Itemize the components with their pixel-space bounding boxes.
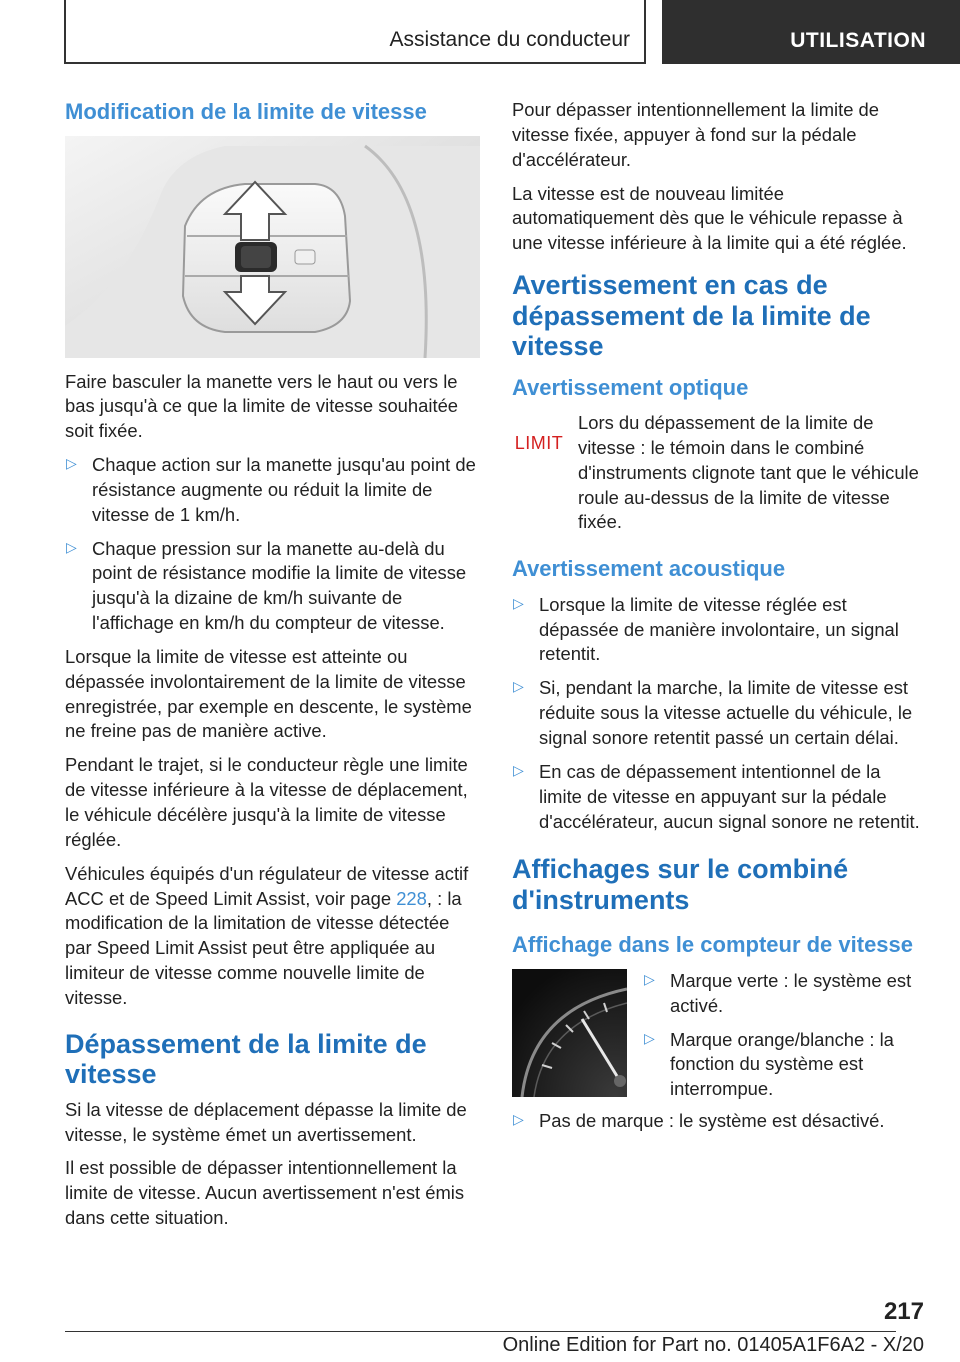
triangle-bullet-icon: ▷ [513, 678, 524, 695]
left-column [65, 98, 480, 1240]
heading-modification: Modification de la limite de vitesse [65, 99, 427, 124]
triangle-bullet-icon: ▷ [66, 455, 77, 472]
triangle-bullet-icon: ▷ [644, 1029, 655, 1046]
list-item: ▷ Marque verte : le système est activé. [644, 969, 912, 1016]
paragraph-optique: Lors du dépassement de la limite de vitesse : le témoin dans le combiné d'instruments clignote tant que le véhicule roule au-dessus de la limite de vitesse fixée. [578, 412, 919, 533]
heading-affichages: Affichages sur le combiné d'instruments [512, 854, 849, 915]
header-chapter-title: UTILISATION [790, 29, 926, 52]
steering-wheel-rocker-image [65, 136, 480, 358]
paragraph-trajet: Pendant le trajet, si le conducteur règle une limite de vitesse inférieure à la vitesse de déplacement, le véhicule décélère jusqu'à la limite de vitesse réglée. [65, 754, 468, 850]
header-chapter-tab [662, 0, 960, 64]
triangle-bullet-icon: ▷ [513, 594, 524, 611]
paragraph-depassement-1: Si la vitesse de déplacement dépasse la limite de vitesse, le système émet un avertissement. [65, 1098, 467, 1145]
gauge-legend-list [643, 969, 928, 1102]
heading-avertissement: Avertissement en cas de dépassement de la limite de vitesse [512, 270, 871, 362]
paragraph-atteinte: Lorsque la limite de vitesse est atteinte ou dépassée involontairement de la limite de vitesse enregistrée, par exemple en descente, le système ne freine pas de manière active. [65, 645, 472, 742]
edition-footer: Online Edition for Part no. 01405A1F6A2 - X/20 [502, 1334, 924, 1356]
gauge-row [512, 969, 928, 1103]
heading-optique: Avertissement optique [512, 374, 749, 400]
list-item: ▷ Pas de marque : le système est désactivé. [513, 1109, 885, 1131]
header-section-title: Assistance du conducteur [389, 28, 630, 51]
triangle-bullet-icon: ▷ [513, 761, 524, 778]
triangle-bullet-icon: ▷ [513, 1110, 524, 1127]
list-item: ▷ En cas de dépassement intentionnel de la limite de vitesse en appuyant sur la pédale d'accélérateur, aucun signal sonore ne retentit. [513, 760, 920, 832]
list-item: ▷ Marque orange/blanche : la fonction du système est interrompue. [644, 1028, 894, 1100]
page-link-228[interactable]: 228 [396, 887, 427, 909]
paragraph-pedale: Pour dépasser intentionnellement la limite de vitesse fixée, appuyer à fond sur la pédale d'accélérateur. [512, 99, 880, 170]
heading-compteur: Affichage dans le compteur de vitesse [512, 932, 914, 958]
paragraph-acc: Véhicules équipés d'un régulateur de vitesse actif ACC et de Speed Limit Assist, voir page 228, : la modification de la limitation de vitesse détectée par Speed Limit Assist peut être appliquée au limiteur de vitesse comme nouvelle limite de vitesse. [65, 862, 469, 1008]
speedometer-marker-image [512, 969, 627, 1097]
footer-divider [65, 1331, 896, 1332]
limit-warning-icon: LIMIT [514, 433, 564, 454]
limit-row [512, 411, 928, 535]
right-column [512, 98, 928, 1143]
heading-depassement: Dépassement de la limite de vitesse [65, 1028, 427, 1090]
list-item: ▷ Si, pendant la marche, la limite de vitesse est réduite sous la vitesse actuelle du véhicule, le signal sonore retentit passé un certain délai. [513, 677, 913, 748]
list-item: ▷ Chaque pression sur la manette au-delà du point de résistance modifie la limite de vitesse jusqu'à la dizaine de km/h suivante de l'affichage en km/h du compteur de vitesse. [66, 537, 467, 634]
header-section-tab [64, 0, 646, 64]
paragraph-intro: Faire basculer la manette vers le haut ou vers le bas jusqu'à ce que la limite de vitesse souhaitée soit fixée. [65, 370, 459, 442]
list-item: ▷ Chaque action sur la manette jusqu'au point de résistance augmente ou réduit la limite de vitesse de 1 km/h. [66, 454, 476, 525]
heading-acoustique: Avertissement acoustique [512, 556, 786, 582]
paragraph-nouveau: La vitesse est de nouveau limitée automatiquement dès que le véhicule repasse à une vitesse inférieure à la limite qui a été réglée. [512, 182, 907, 254]
page-number: 217 [883, 1298, 924, 1325]
paragraph-depassement-2: Il est possible de dépasser intentionnellement la limite de vitesse. Aucun avertissement n'est émis dans cette situation. [65, 1157, 465, 1229]
triangle-bullet-icon: ▷ [66, 538, 77, 555]
list-item: ▷ Lorsque la limite de vitesse réglée est dépassée de manière involontaire, un signal retentit. [513, 593, 899, 665]
triangle-bullet-icon: ▷ [644, 970, 655, 987]
